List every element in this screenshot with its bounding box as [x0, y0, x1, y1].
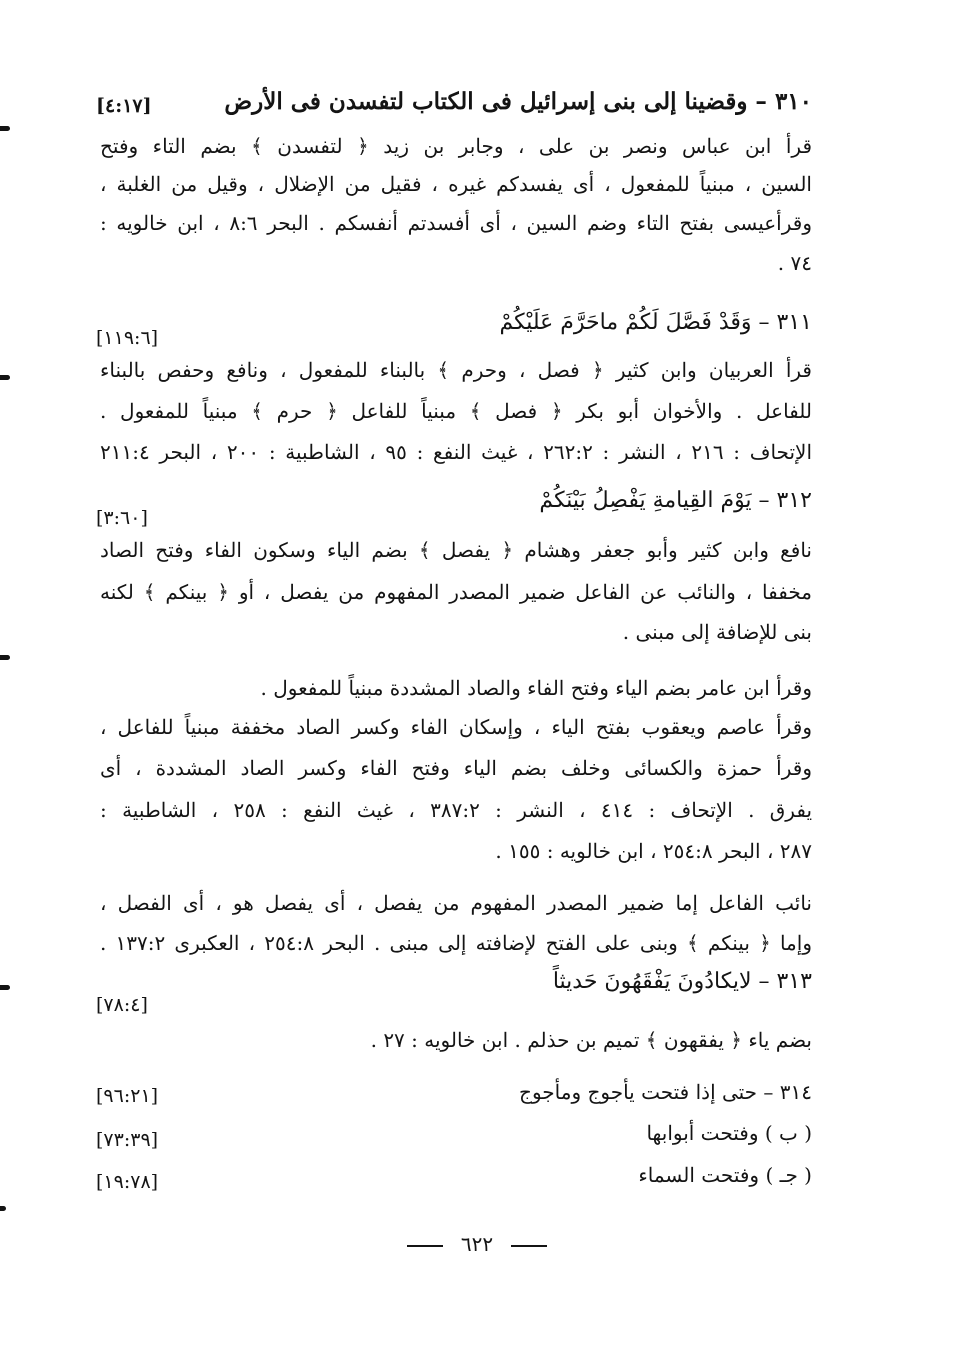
entry-text-line: وقرأ ابن عامر بضم الياء وفتح الفاء والصاد المشددة مبنياً للمفعول .: [260, 676, 812, 700]
entry-text-line: قرأ العربيان وابن كثير ﴿ فصل ، وحرم ﴾ بالبناء للمفعول ، ونافع وحفص بالبناء: [100, 358, 812, 382]
entry-heading-text: ٣١١ – وَقَدْ فَصَّلَ لَكُمْ ماحَرَّمَ عَلَيْكُمْ: [499, 310, 812, 335]
verse-reference: [٤:١٧]: [96, 95, 152, 117]
margin-mark: [0, 655, 10, 660]
entry-312-heading: [100, 481, 812, 521]
entry-heading-text: ٣١٣ – لايكادُونَ يَفْقَهُونَ حَديثاً: [552, 969, 812, 994]
entry-sub-line: ( ب ) وفتحت أبوابها: [646, 1121, 812, 1145]
entry-heading-text: ٣١٢ – يَوْمَ القِيامةِ يَفْصِلُ بَيْنَكُمْ: [539, 488, 812, 513]
entry-text-line: وقرأ حمزة والكسائى وخلف بضم الياء وفتح الفاء وكسر الصاد المشددة ، أى: [100, 756, 812, 780]
dash-left: [511, 1245, 547, 1247]
verse-reference: [٩٦:٢١]: [96, 1085, 159, 1107]
margin-mark: [0, 375, 10, 380]
verse-reference: [٧٨:٤]: [96, 994, 148, 1016]
entry-text-line: نائب الفاعل إما ضمير المصدر المفهوم من يفصل ، أى يفصل هو ، أى الفصل ،: [100, 891, 812, 915]
entry-text-line: ٢٨٧ ، البحر ٢٥٤:٨ ، ابن خالويه : ١٥٥ .: [495, 839, 812, 863]
entry-text-line: السين ، مبنياً للمفعول ، أى يفسدكم غيره ، فقيل من الإضلال ، وقيل من الغلبة ،: [100, 172, 812, 196]
entry-text-line: نافع وابن كثير وأبو جعفر وهشام ﴿ يفصل ﴾ بضم الياء وسكون الفاء وفتح الصاد: [100, 538, 812, 562]
entry-text-line: وقرأ عاصم ويعقوب بفتح الياء ، وإسكان الفاء وكسر الصاد مخففة مبنياً للفاعل ،: [100, 715, 812, 739]
margin-mark: [0, 1206, 6, 1211]
entry-text-line: وإما ﴿ بينكم ﴾ وبنى على الفتح لإضافته إلى مبنى . البحر ٢٥٤:٨ ، العكبرى ١٣٧:٢ .: [100, 931, 812, 955]
verse-reference: [٧٣:٣٩]: [96, 1129, 159, 1151]
entry-313-heading: [100, 962, 812, 1002]
entry-314-heading: [100, 1072, 812, 1112]
entry-sub-line: ( جـ ) وفتحت السماء: [638, 1163, 812, 1187]
entry-heading-text: ٣١٤ – حتى إذا فتحت يأجوج ومأجوج: [519, 1080, 812, 1104]
entry-310-heading: [100, 82, 812, 122]
entry-text-line: ٧٤ .: [777, 251, 812, 275]
entry-text-line: للفاعل . والأخوان أبو بكر ﴿ فصل ﴾ مبنياً للفاعل ﴿ حرم ﴾ مبنياً للمفعول .: [100, 399, 812, 423]
entry-text-line: بنى للإضافة إلى مبنى .: [622, 620, 812, 644]
entry-text-line: بضم ياء ﴿ يفقهون ﴾ تميم بن حذلم . ابن خالويه : ٢٧ .: [370, 1028, 812, 1052]
entry-text-line: قرأ ابن عباس ونصر بن على ، وجابر بن زيد ﴿ لتفسدن ﴾ بضم التاء وفتح: [100, 134, 812, 158]
entry-heading-text: ٣١٠ – وقضينا إلى بنى إسرائيل فى الكتاب لتفسدن فى الأرض: [224, 88, 812, 115]
verse-reference: [١٩:٧٨]: [96, 1171, 159, 1193]
entry-311-heading: [100, 303, 812, 343]
dash-right: [407, 1245, 443, 1247]
entry-text-line: وقرأعيسى بفتح التاء وضم السين ، أى أفسدتم أنفسكم . البحر ٨:٦ ، ابن خالويه :: [100, 211, 812, 235]
entry-text-line: مخففا ، والنائب عن الفاعل ضمير المصدر المفهوم من يفصل ، أو ﴿ بينكم ﴾ لكنه: [100, 580, 812, 604]
margin-mark: [0, 126, 10, 131]
entry-text-line: يفرق . الإتحاف : ٤١٤ ، النشر : ٣٨٧:٢ ، غيث النفع : ٢٥٨ ، الشاطبية :: [100, 798, 812, 822]
page-number-text: ٦٢٢: [460, 1232, 494, 1256]
verse-reference: [٣:٦٠]: [96, 507, 148, 529]
page-number: [0, 1232, 954, 1256]
verse-reference: [١١٩:٦]: [96, 327, 159, 349]
margin-mark: [0, 985, 10, 990]
entry-text-line: الإتحاف : ٢١٦ ، النشر : ٢٦٢:٢ ، غيث النفع : ٩٥ ، الشاطبية : ٢٠٠ ، البحر ٢١١:٤: [100, 440, 812, 464]
